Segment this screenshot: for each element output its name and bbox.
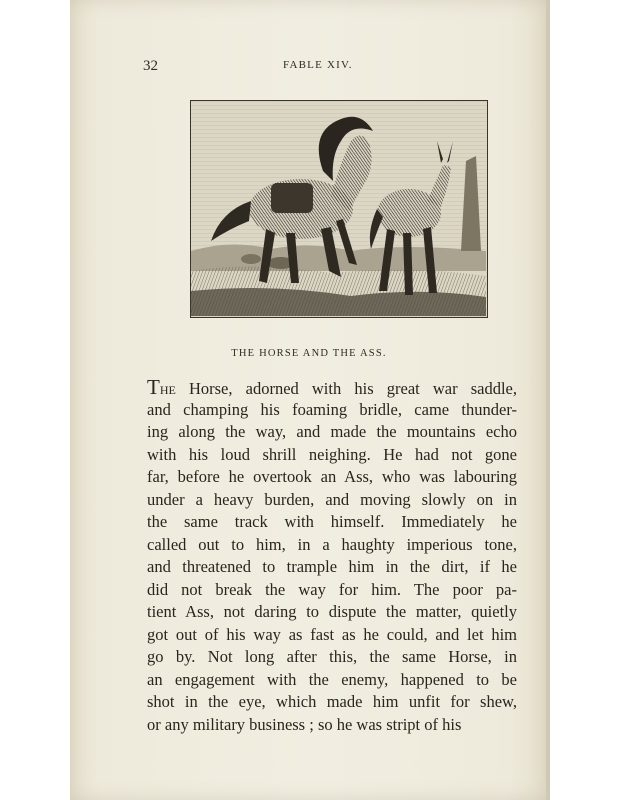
fable-text — [147, 376, 517, 736]
running-head — [70, 58, 548, 78]
fable-number-header: FABLE XIV. — [283, 59, 353, 71]
page-edge — [546, 0, 550, 800]
text-line-5: far, before he overtook an Ass, who was labouring — [147, 467, 517, 486]
page-number: 32 — [143, 58, 158, 74]
text-line-13: go by. Not long after this, the same Horse, in — [147, 647, 517, 666]
first-word-rest: he — [159, 379, 176, 398]
drop-cap: T — [147, 375, 160, 399]
text-line-3: ing along the way, and made the mountains echo — [147, 422, 517, 441]
text-line-6: under a heavy burden, and moving slowly on in — [147, 489, 517, 509]
text-line-8: called out to him, in a haughty imperious tone, — [147, 534, 517, 554]
text-line-4: with his loud shrill neighing. He had not gone — [147, 444, 517, 464]
horse-and-ass-engraving — [190, 100, 488, 318]
text-line-2: and champing his foaming bridle, came thunder- — [147, 399, 517, 419]
text-line-9: and threatened to trample him in the dirt, if he — [147, 557, 517, 576]
text-line-15: shot in the eye, which made him unfit for shew, — [147, 692, 517, 711]
engraving-illustration — [191, 101, 486, 316]
text-line-16: or any military business ; so he was stript of his — [147, 714, 462, 734]
text-line-14: an engagement with the enemy, happened to be — [147, 669, 517, 689]
text-line-12: got out of his way as fast as he could, and let him — [147, 624, 517, 644]
text-line-7: the same track with himself. Immediately he — [147, 512, 517, 531]
text-line-1: The Horse, adorned with his great war saddle, — [147, 375, 517, 399]
text-line-11: tient Ass, not daring to dispute the matter, quietly — [147, 602, 517, 621]
text-line-10: did not break the way for him. The poor pa- — [147, 579, 517, 599]
fable-title: THE HORSE AND THE ASS. — [231, 348, 387, 359]
